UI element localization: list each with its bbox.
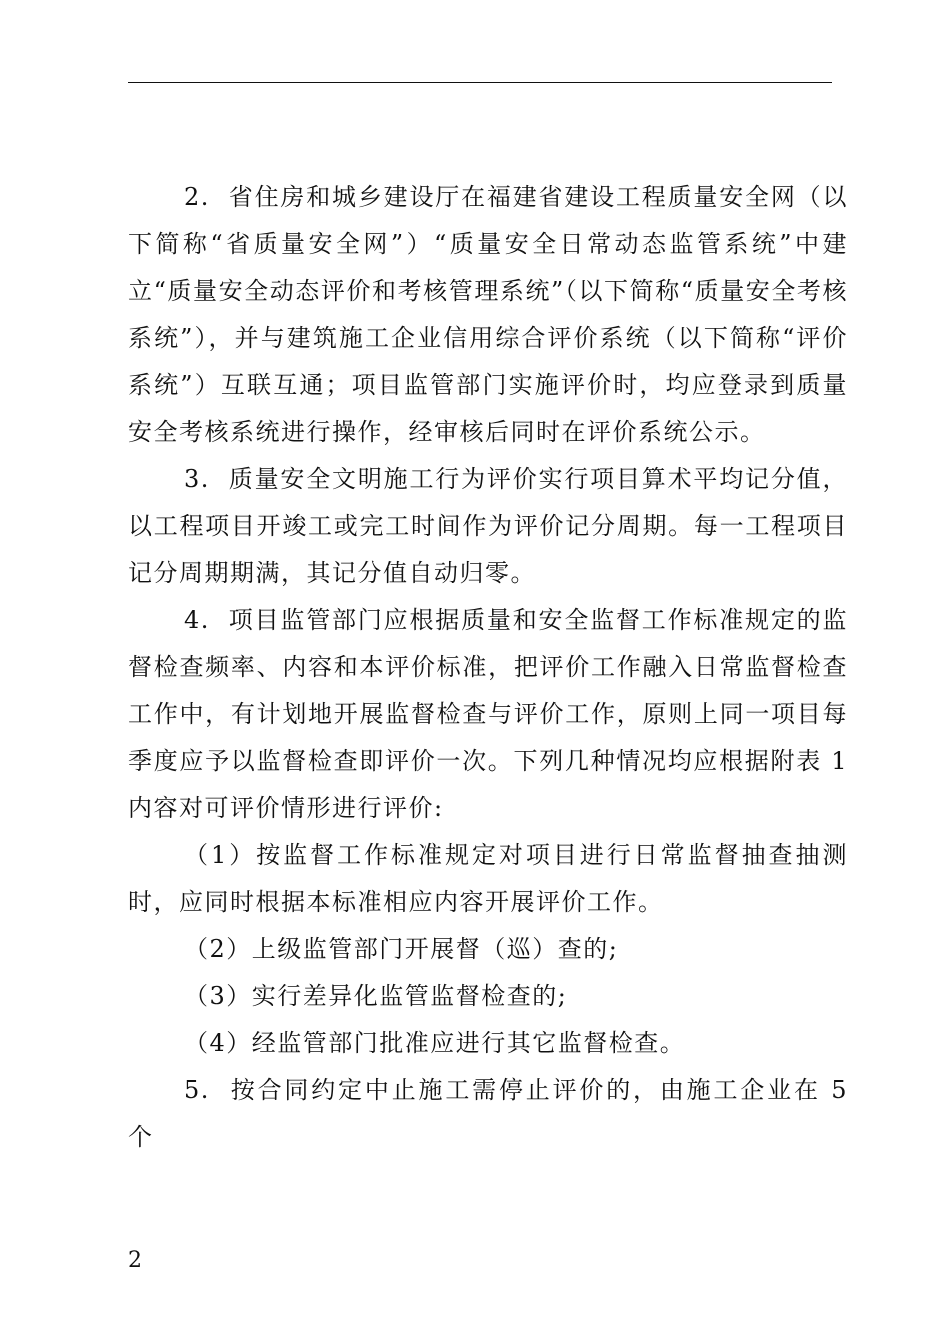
paragraph-subitem-4: （4）经监管部门批准应进行其它监督检查。 — [184, 1029, 686, 1057]
paragraph-subitem-3: （3）实行差异化监管监督检查的; — [184, 982, 568, 1010]
paragraph-item-3: 3. 质量安全文明施工行为评价实行项目算术平均记分值，以工程项目开竣工或完工时间作为评价记分周期。每一工程项目记分周期期满，其记分值自动归零。 — [128, 465, 848, 587]
page-number: 2 — [128, 1248, 142, 1273]
paragraph-subitem-2: （2）上级监管部门开展督（巡）查的; — [184, 935, 619, 963]
header-rule — [128, 82, 832, 83]
paragraph-item-2: 2. 省住房和城乡建设厅在福建省建设工程质量安全网（以下简称“省质量安全网”）“质量安全日常动态监管系统”中建立“质量安全动态评价和考核管理系统”（以下简称“质量安全考核系统”），并与建筑施工企业信用综合评价系统（以下简称“评价系统”）互联互通；项目监管部门实施评价时，均应登录到质量安全考核系统进行操作，经审核后同时在评价系统公示。 — [128, 183, 848, 446]
paragraph-item-4: 4. 项目监管部门应根据质量和安全监督工作标准规定的监督检查频率、内容和本评价标准，把评价工作融入日常监督检查工作中，有计划地开展监督检查与评价工作，原则上同一项目每季度应予以监督检查即评价一次。下列几种情况均应根据附表 1 内容对可评价情形进行评价: — [128, 606, 858, 822]
paragraph-subitem-1: （1）按监督工作标准规定对项目进行日常监督抽查抽测时，应同时根据本标准相应内容开展评价工作。 — [128, 841, 848, 916]
paragraph-item-5: 5. 按合同约定中止施工需停止评价的，由施工企业在 5 个 — [128, 1076, 858, 1151]
document-body — [128, 174, 858, 1161]
